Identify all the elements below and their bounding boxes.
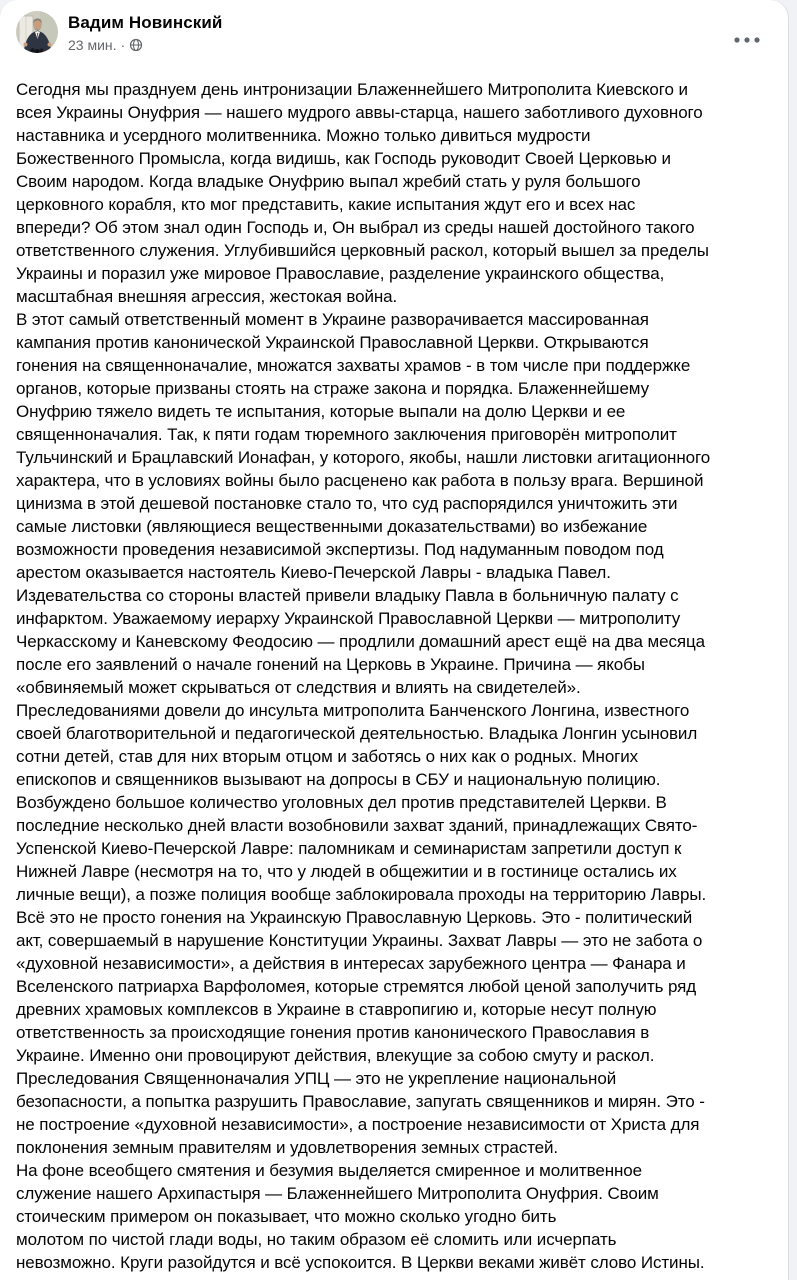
- post-text-line: гонения на священноначалие, множатся захваты храмов - в том числе при поддержке: [16, 356, 691, 375]
- post-text-line: Украине. Именно они провоцируют действия, влекущие за собою смуту и раскол.: [16, 1046, 655, 1065]
- post-text-line: Своим народом. Когда владыке Онуфрию выпал жребий стать у руля большого: [16, 172, 641, 191]
- post-text-line: цинизма в этой дешевой постановке стало то, что суд распорядился уничтожить эти: [16, 494, 678, 513]
- post-text-line: своей благотворительной и педагогической деятельностью. Владыка Лонгин усыновил: [16, 724, 698, 743]
- post-text-line: служение нашего Архипастыря — Блаженнейшего Митрополита Онуфрия. Своим: [16, 1184, 659, 1203]
- profile-photo-illustration: [16, 11, 58, 53]
- post-text-line: Черкасскому и Каневскому Феодосию — продлили домашний арест ещё на два месяца: [16, 632, 705, 651]
- post-text-line: Онуфрию тяжело видеть те испытания, которые выпали на долю Церкви и ее: [16, 402, 626, 421]
- post-text-line: поклонения земным правителям и удовлетворения земных страстей.: [16, 1138, 559, 1157]
- post-text-line: всея Украины Онуфрия — нашего мудрого аввы-старца, нашего заботливого духовного: [16, 103, 703, 122]
- post-text-line: возможности проведения независимой экспертизы. Под надуманным поводом под: [16, 540, 664, 559]
- post-text-line: невозможно. Круги разойдутся и всё успокоится. В Церкви веками живёт слово Истины.: [16, 1253, 705, 1272]
- post-text-line: ответственного служения. Углубившийся церковный раскол, который вышел за пределы: [16, 241, 709, 260]
- post-text-line: не построение «духовной независимости», а построение независимости от Христа для: [16, 1115, 700, 1134]
- post-text-line: характера, что в условиях войны было расценено как работа в пользу врага. Вершиной: [16, 471, 704, 490]
- post-header: [0, 0, 788, 54]
- post-text-line: Возбуждено большое количество уголовных дел против представителей Церкви. В: [16, 793, 667, 812]
- post-text-line: самые листовки (являющиеся вещественными доказательствами) во избежание: [16, 517, 648, 536]
- post-text-line: древних храмовых комплексов в Украине в ставропигию и, которые несут полную: [16, 1000, 657, 1019]
- avatar[interactable]: [16, 11, 58, 53]
- post-text-line: масштабная внешняя агрессия, жестокая война.: [16, 287, 398, 306]
- post-text: [0, 78, 788, 1274]
- post-text-line: молотом по чистой глади воды, но таким образом её сломить или исчерпать: [16, 1230, 617, 1249]
- post-text-line: «духовной независимости», а действия в интересах зарубежного центра — Фанара и: [16, 954, 686, 973]
- post-text-line: Вселенского патриарха Варфоломея, которые стремятся любой ценой заполучить ряд: [16, 977, 697, 996]
- post-text-line: Всё это не просто гонения на Украинскую Православную Церковь. Это - политический: [16, 908, 693, 927]
- post-meta: [68, 36, 222, 54]
- post-text-line: епископов и священников вызывают на допросы в СБУ и национальную полицию.: [16, 770, 661, 789]
- post-text-line: Тульчинский и Брацлавский Ионафан, у которого, якобы, нашли листовки агитационного: [16, 448, 711, 467]
- post-text-line: В этот самый ответственный момент в Украине разворачивается массированная: [16, 310, 649, 329]
- post-text-line: арестом оказывается настоятель Киево-Печерской Лавры - владыка Павел.: [16, 563, 611, 582]
- post-text-line: стоическим примером он показывает, что можно сколько угодно бить: [16, 1207, 557, 1226]
- more-options-button[interactable]: [728, 25, 766, 52]
- globe-icon: [129, 38, 143, 52]
- ellipsis-icon: [734, 31, 760, 46]
- post-text-line: органов, которые призваны стоять на страже закона и порядка. Блаженнейшему: [16, 379, 649, 398]
- post-text-line: инфарктом. Уважаемому иерарху Украинской Православной Церкви — митрополиту: [16, 609, 681, 628]
- post-text-line: Сегодня мы празднуем день интронизации Блаженнейшего Митрополита Киевского и: [16, 80, 688, 99]
- post-header-text: [68, 11, 222, 54]
- author-name[interactable]: Вадим Новинский: [68, 13, 223, 32]
- timestamp[interactable]: 23 мин.: [68, 37, 117, 53]
- post-text-line: Успенской Киево-Печерской Лавре: паломникам и семинаристам запретили доступ к: [16, 839, 682, 858]
- post-text-line: безопасности, а попытка разрушить Православие, запугать священников и мирян. Это -: [16, 1092, 705, 1111]
- post-text-line: На фоне всеобщего смятения и безумия выделяется смиренное и молитвенное: [16, 1161, 643, 1180]
- post-text-line: церковного корабля, кто мог представить, какие испытания ждут его и всех нас: [16, 195, 636, 214]
- post-text-line: наставника и усердного молитвенника. Можно только дивиться мудрости: [16, 126, 591, 145]
- post-text-line: Украины и поразил уже мировое Православие, разделение украинского общества,: [16, 264, 665, 283]
- post-text-line: личные вещи), а позже полиция вообще заблокировала проходы на территорию Лавры.: [16, 885, 707, 904]
- post-text-line: акт, совершаемый в нарушение Конституции Украины. Захват Лавры — это не забота о: [16, 931, 703, 950]
- meta-separator: ·: [120, 37, 126, 53]
- post-text-line: впереди? Об этом знал один Господь и, Он выбрал из среды нашей достойного такого: [16, 218, 695, 237]
- post-text-line: последние несколько дней власти возобновили захват зданий, принадлежащих Свято-: [16, 816, 698, 835]
- post-text-line: Издевательства со стороны властей привели владыку Павла в больничную палату с: [16, 586, 679, 605]
- post-text-line: «обвиняемый может скрываться от следствия и влиять на свидетелей».: [16, 678, 581, 697]
- post-text-line: кампания против канонической Украинской Православной Церкви. Открываются: [16, 333, 649, 352]
- post-text-line: ответственность за происходящие гонения против канонического Православия в: [16, 1023, 650, 1042]
- post-text-line: сотни детей, став для них вторым отцом и заботясь о них как о родных. Многих: [16, 747, 639, 766]
- post-text-line: священноначалия. Так, к пяти годам тюремного заключения приговорён митрополит: [16, 425, 677, 444]
- post-text-line: Преследования Священноначалия УПЦ — это не укрепление национальной: [16, 1069, 617, 1088]
- post-text-line: Преследованиями довели до инсульта митрополита Банченского Лонгина, известного: [16, 701, 690, 720]
- post-text-line: Божественного Промысла, когда видишь, как Господь руководит Своей Церковью и: [16, 149, 671, 168]
- post-text-line: после его заявлений о начале гонений на Церковь в Украине. Причина — якобы: [16, 655, 645, 674]
- post-text-line: Нижней Лавре (несмотря на то, что у людей в общежитии и в гостинице остались их: [16, 862, 677, 881]
